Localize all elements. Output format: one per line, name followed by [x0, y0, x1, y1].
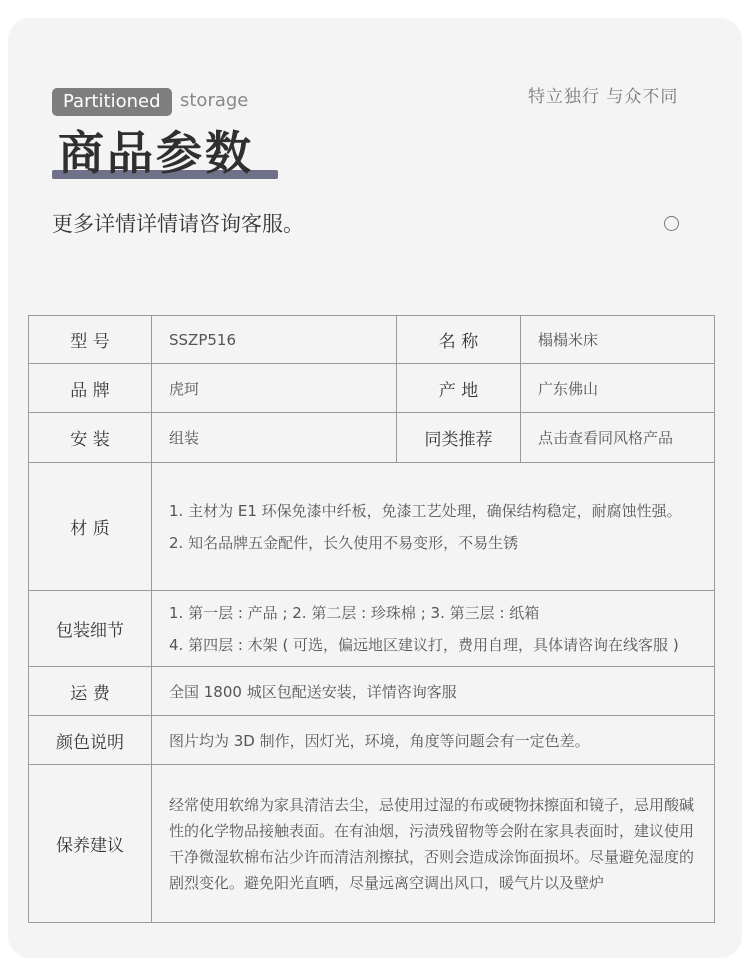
packaging-line-1: 1. 第一层 : 产品 ; 2. 第二层 : 珍珠棉 ; 3. 第三层 : 纸箱	[169, 603, 540, 622]
table-row	[29, 765, 715, 923]
install-label: 安 装	[29, 413, 152, 463]
install-value: 组装	[152, 413, 397, 463]
material-line-1: 1. 主材为 E1 环保免漆中纤板，免漆工艺处理，确保结构稳定，耐腐蚀性强。	[169, 501, 682, 520]
similar-products-label: 同类推荐	[397, 413, 521, 463]
origin-value: 广东佛山	[521, 364, 715, 413]
name-value: 榻榻米床	[521, 316, 715, 364]
table-row	[29, 316, 715, 364]
product-parameters-table	[28, 315, 715, 923]
model-label: 型 号	[29, 316, 152, 364]
packaging-value	[152, 591, 715, 667]
care-value	[152, 765, 715, 923]
table-row	[29, 364, 715, 413]
name-label: 名 称	[397, 316, 521, 364]
table-row	[29, 463, 715, 591]
packaging-line-2: 4. 第四层 : 木架 ( 可选，偏远地区建议打，费用自理，具体请咨询在线客服 )	[169, 635, 679, 654]
color-note-label: 颜色说明	[29, 716, 152, 765]
packaging-label: 包装细节	[29, 591, 152, 667]
material-line-2: 2. 知名品牌五金配件，长久使用不易变形，不易生锈	[169, 533, 519, 552]
table-row	[29, 716, 715, 765]
table-row	[29, 413, 715, 463]
color-note-value: 图片均为 3D 制作，因灯光，环境，角度等问题会有一定色差。	[152, 716, 715, 765]
circle-icon	[664, 216, 679, 231]
care-text: 经常使用软绵为家具清洁去尘，忌使用过湿的布或硬物抹擦面和镜子，忌用酸碱性的化学物品接触表面。在有油烟，污渍残留物等会附在家具表面时，建议使用干净微湿软棉布沾少许而清洁剂擦拭，否则会造成涂饰面损坏。尽量避免湿度的剧烈变化。避免阳光直晒，尽量远离空调出风口，暖气片以及壁炉	[169, 795, 695, 892]
page-title: 商品参数	[58, 126, 254, 180]
brand-label: 品 牌	[29, 364, 152, 413]
table-row	[29, 667, 715, 716]
model-value: SSZP516	[152, 316, 397, 364]
shipping-label: 运 费	[29, 667, 152, 716]
brand-value: 虎珂	[152, 364, 397, 413]
material-value	[152, 463, 715, 591]
similar-products-link[interactable]: 点击查看同风格产品	[521, 413, 715, 463]
care-label: 保养建议	[29, 765, 152, 923]
origin-label: 产 地	[397, 364, 521, 413]
partitioned-badge: Partitioned	[52, 88, 172, 116]
material-label: 材 质	[29, 463, 152, 591]
intro-text: 更多详情详情请咨询客服。	[52, 212, 304, 236]
english-subtitle: storage	[180, 90, 249, 111]
shipping-value: 全国 1800 城区包配送安装，详情咨询客服	[152, 667, 715, 716]
slogan: 特立独行 与众不同	[528, 87, 679, 107]
table-row	[29, 591, 715, 667]
